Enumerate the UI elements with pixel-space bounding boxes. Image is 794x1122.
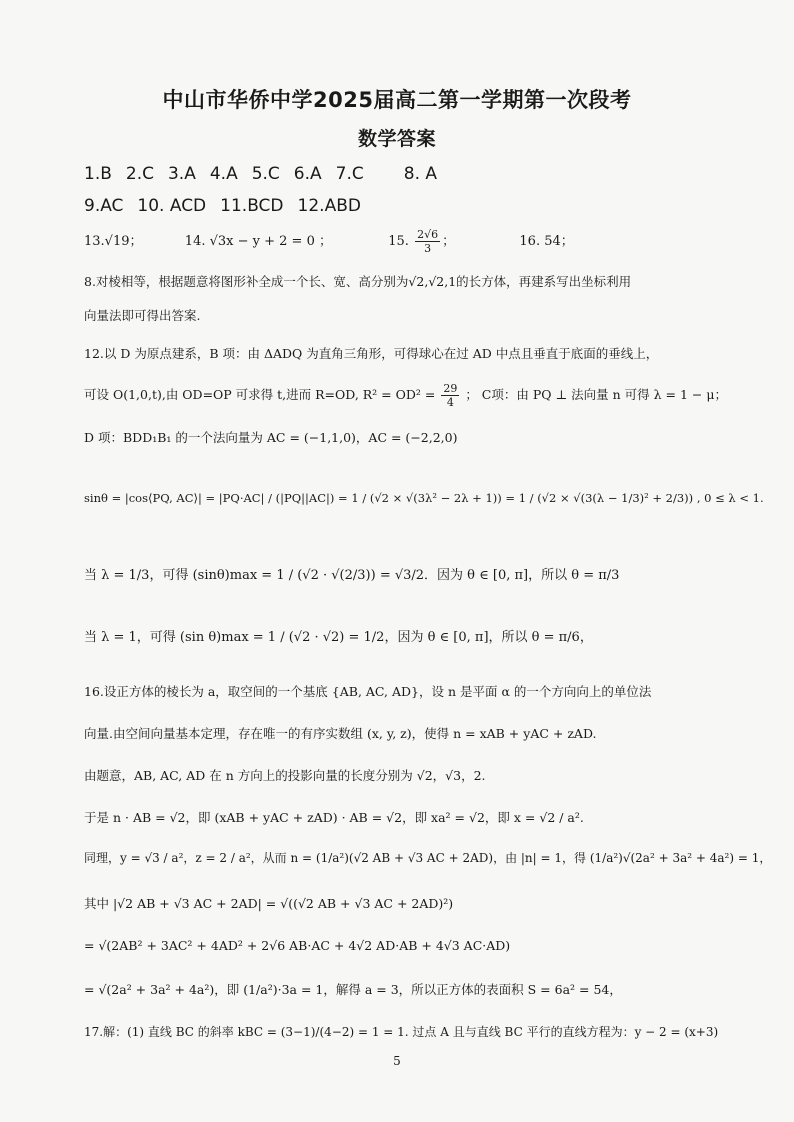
q12-explanation-line-3: D 项：BDD₁B₁ 的一个法向量为 AC = (−1,1,0)，AC = (−2,2,0) [84, 430, 458, 445]
answer-11: 11.BCD [220, 196, 284, 216]
answer-4: 4.A [209, 164, 238, 184]
q12-explanation-line-1: 12.以 D 为原点建系，B 项：由 ΔADQ 为直角三角形，可得球心在过 AD 中点且垂直于底面的垂线上， [84, 346, 659, 361]
q12-sin-theta-formula: sinθ = |cos⟨PQ, AC⟩| = |PQ·AC| / (|PQ||AC|) = 1 / (√2 × √(3λ² − 2λ + 1)) = 1 / (√2 × √(3(λ − 1/3)² + 2/3)) , 0 ≤ λ < 1. [84, 491, 764, 505]
page-title: 中山市华侨中学2025届高二第一学期第一次段考 [162, 88, 632, 112]
q12-case-lambda-third: 当 λ = 1/3，可得 (sinθ)max = 1 / (√2 · √(2/3)) = √3/2．因为 θ ∈ [0, π]，所以 θ = π/3 [84, 568, 620, 583]
answer-8: 8. A [403, 164, 438, 184]
q12-case-lambda-one: 当 λ = 1，可得 (sin θ)max = 1 / (√2 · √2) = 1/2，因为 θ ∈ [0, π]，所以 θ = π/6， [84, 630, 593, 645]
q12-explanation-line-2: 可设 O(1,0,t),由 OD=OP 可求得 t,进而 R=OD, R² = OD² = $\frac{29}{4}$ ； C项：由 PQ ⊥ 法向量 n 可得 λ = 1 − μ； [84, 382, 727, 409]
page-subtitle: 数学答案 [357, 128, 436, 150]
q16-explanation-line-1: 16.设正方体的棱长为 a，取空间的一个基底 {AB, AC, AD}，设 n 是平面 α 的一个方向向上的单位法 [84, 684, 652, 699]
q16-explanation-line-4: 于是 n · AB = √2，即 (xAB + yAC + zAD) · AB = √2，即 xa² = √2，即 x = √2 / a². [84, 810, 584, 825]
answer-2: 2.C [125, 164, 154, 184]
answer-1: 1.B [84, 164, 112, 184]
q16-explanation-line-6: 其中 |√2 AB + √3 AC + 2AD| = √((√2 AB + √3 AC + 2AD)²) [84, 896, 454, 911]
r-squared-fraction: $\frac{29}{4}$ [443, 382, 458, 409]
q16-explanation-line-8: = √(2a² + 3a² + 4a²)，即 (1/a²)·3a = 1，解得 a = 3，所以正方体的表面积 S = 6a² = 54， [84, 982, 622, 997]
answer-15-fraction: $\frac{2√6}{3}$ [417, 228, 439, 255]
answer-16: 16. 54； [519, 234, 574, 249]
q16-explanation-line-2: 向量.由空间向量基本定理，存在唯一的有序实数组 (x, y, z)，使得 n = xAB + yAC + zAD. [84, 726, 597, 741]
answer-3: 3.A [167, 164, 196, 184]
answer-12: 12.ABD [297, 196, 361, 216]
answer-6: 6.A [293, 164, 322, 184]
answer-5: 5.C [251, 164, 280, 184]
answer-9: 9.AC [84, 196, 124, 216]
fill-blank-answers: 13.√19； 14. √3x − y + 2 = 0 ； 15. $\frac{2√6}{3}$ ； 16. 54； [84, 228, 574, 255]
q8-explanation-line-1: 8.对棱相等，根据题意将图形补全成一个长、宽、高分别为√2,√2,1的长方体，再建系写出坐标利用 [84, 274, 632, 289]
answer-13: 13.√19； [84, 234, 143, 249]
answer-15-prefix: 15. [388, 234, 409, 249]
q17-explanation-line-1: 17.解：(1) 直线 BC 的斜率 kBC = (3−1)/(4−2) = 1 = 1. 过点 A 且与直线 BC 平行的直线方程为：y − 2 = (x+3) [84, 1025, 719, 1039]
answers-row-2 [84, 196, 375, 216]
answer-10: 10. ACD [137, 196, 207, 216]
q8-explanation-line-2: 向量法即可得出答案. [84, 308, 201, 323]
q16-explanation-line-7: = √(2AB² + 3AC² + 4AD² + 2√6 AB·AC + 4√2 AD·AB + 4√3 AC·AD) [84, 938, 511, 953]
page-number: 5 [393, 1054, 401, 1068]
answer-7: 7.C [335, 164, 364, 184]
q16-explanation-line-5: 同理，y = √3 / a²，z = 2 / a²，从而 n = (1/a²)(√2 AB + √3 AC + 2AD)，由 |n| = 1，得 (1/a²)√(2a² + 3a² + 4a²) = 1， [84, 851, 772, 865]
answer-14: 14. √3x − y + 2 = 0 ； [184, 234, 332, 249]
q16-explanation-line-3: 由题意，AB, AC, AD 在 n 方向上的投影向量的长度分别为 √2，√3，2. [84, 768, 486, 783]
answers-row-1 [84, 164, 451, 184]
